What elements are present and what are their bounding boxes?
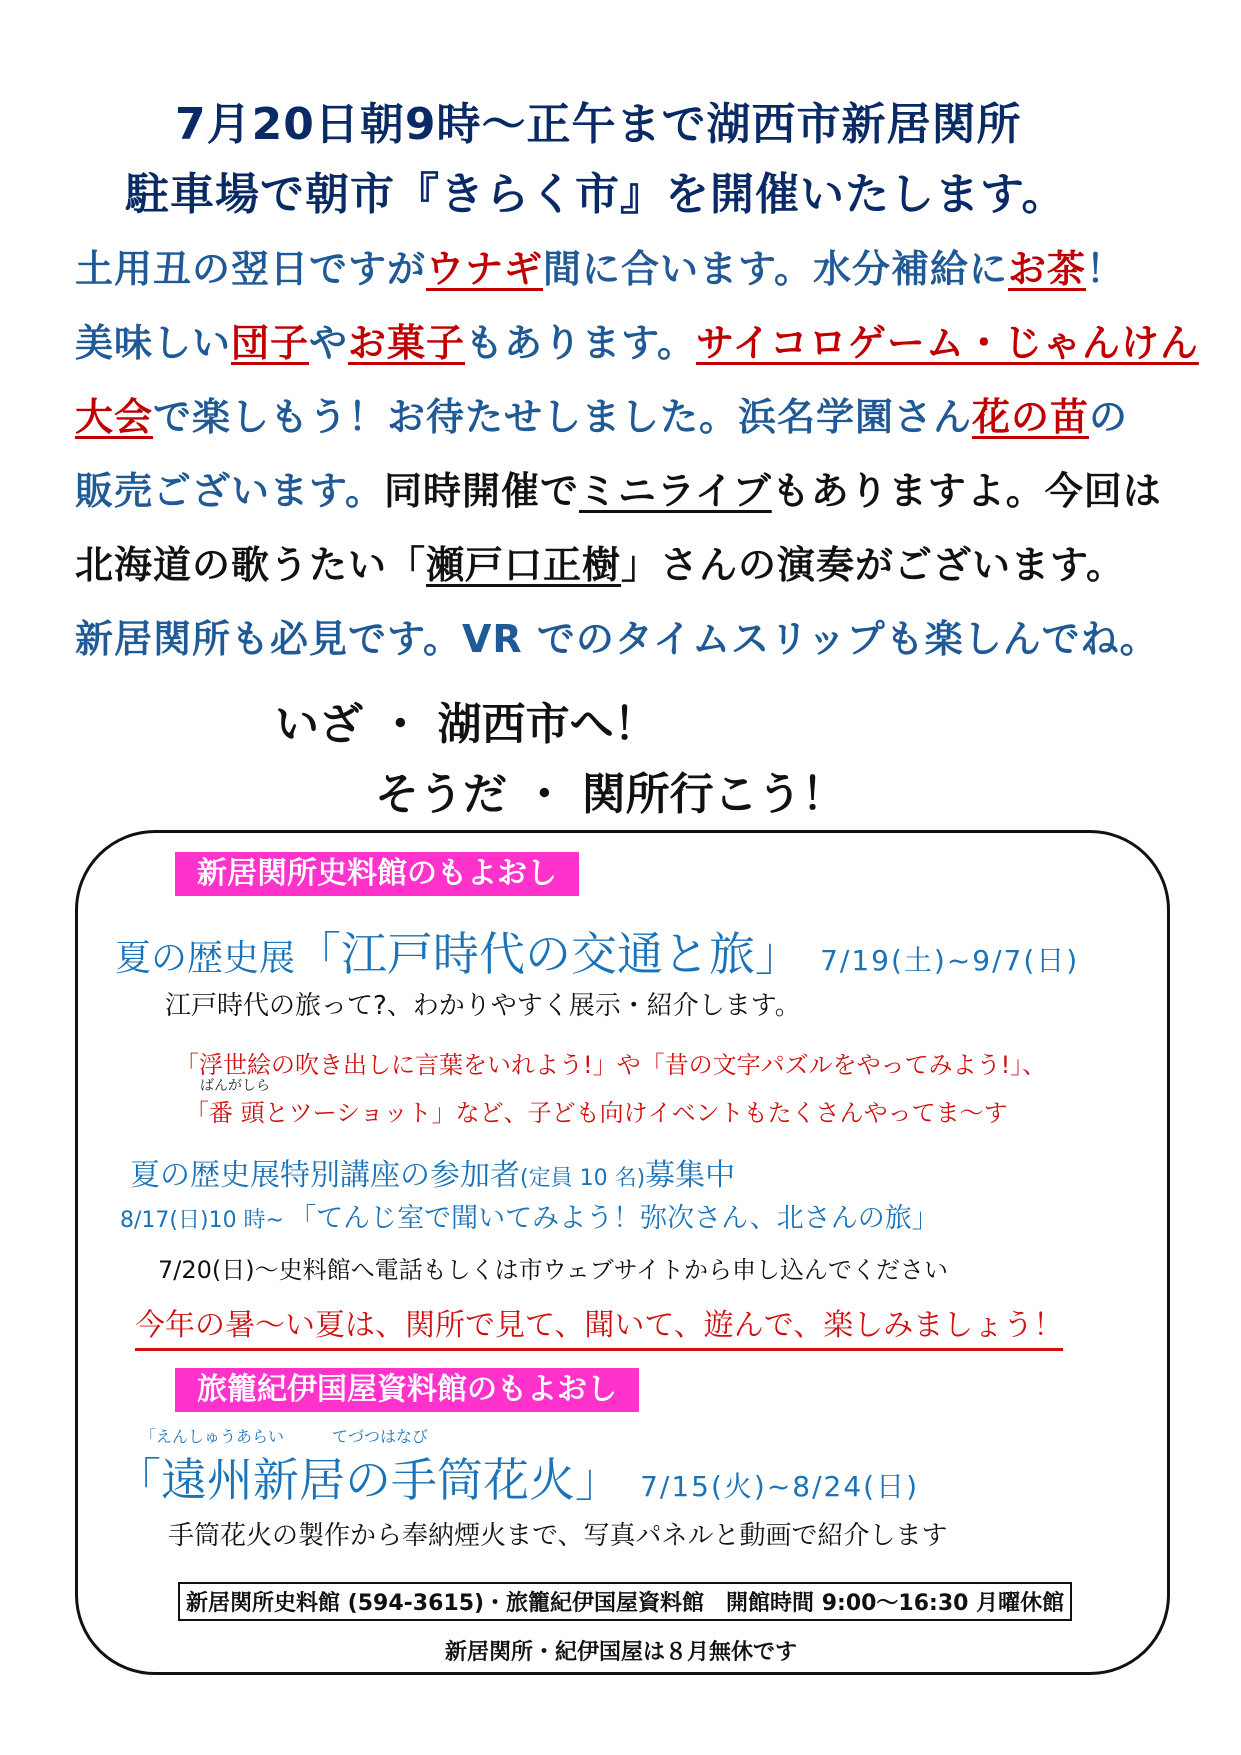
lecture-status: 募集中 [645,1158,736,1193]
slogan-line-1: いざ ・ 湖西市へ！ [275,699,658,750]
summer-message: 今年の暑～い夏は、関所で見て、聞いて、遊んで、楽しみましょう！ [135,1300,1063,1351]
lecture-time: 8/17(日)10 時~ [120,1208,284,1233]
section-tag-kinokuniya: 旅籠紀伊国屋資料館のもよおし [175,1368,639,1412]
para-text: で楽しもう！お待たせしました。浜名学園さん [153,395,973,439]
ruby-enshu: 「えんしゅうあらい てづつはなび [140,1427,429,1446]
headline-line-1: 7月20日朝9時～正午まで湖西市新居関所 [175,99,1022,150]
para-text: もありますよ。今回は [771,469,1162,513]
highlight-unagi: ウナギ [426,247,544,291]
fireworks-title-row [115,1444,919,1510]
lecture-detail [120,1196,939,1235]
para-text: もあります。 [465,321,697,365]
para-text: の [1089,395,1129,439]
highlight-ocha: お茶 [1008,247,1087,291]
highlight-minilive: ミニライブ [578,469,772,513]
para-line-6: 新居関所も必見です。VR でのタイムスリップも楽しんでね。 [75,617,1159,661]
para-text: ！ [1086,247,1126,291]
lecture-capacity: (定員 10 名) [520,1166,646,1191]
para-text: 美味しい [75,321,232,365]
fireworks-description: 手筒花火の製作から奉納煙火まで、写真パネルと動画で紹介します [168,1521,948,1551]
lecture-title: 「てんじ室で聞いてみよう！弥次さん、北さんの旅」 [289,1203,939,1234]
ruby-bangashira: ばんがしら [200,1078,270,1094]
para-line-4 [75,460,1162,515]
open-note: 新居関所・紀伊国屋は８月無休です [445,1640,798,1665]
fireworks-dates: 7/15(火)~8/24(日) [640,1470,920,1503]
highlight-okashi: お菓子 [348,321,466,365]
lecture-recruit [130,1150,735,1194]
highlight-games: サイコロゲーム・じゃんけん [696,321,1199,365]
highlight-hananonae: 花の苗 [972,395,1090,439]
event-list-line-1: 「浮世絵の吹き出しに言葉をいれよう!」や「昔の文字パズルをやってみよう!」、 [175,1051,1047,1079]
highlight-taikai: 大会 [75,395,154,439]
highlight-performer: 瀬戸口正樹 [426,543,622,587]
museum-info: 新居関所史料館 (594-3615)・旅籠紀伊国屋資料館 開館時間 9:00～16:30 月曜休館 [178,1582,1072,1621]
highlight-dango: 団子 [231,321,310,365]
fireworks-title: 「遠州新居の手筒花火」 [115,1453,621,1507]
para-text: 」さんの演奏がございます。 [621,543,1125,587]
exhibit-prefix: 夏の歴史展 [115,938,296,979]
lecture-label: 夏の歴史展特別講座の参加者 [130,1158,520,1193]
section-tag-shiryokan: 新居関所史料館のもよおし [175,852,579,896]
para-line-2 [75,312,1199,367]
para-text: 同時開催で [383,469,579,513]
para-text: 北海道の歌うたい「 [75,543,427,587]
para-line-1 [75,238,1125,293]
para-text: 間に合います。水分補給に [543,247,1008,291]
exhibit-description: 江戸時代の旅って?、わかりやすく展示・紹介します。 [165,991,801,1021]
exhibit-title: 「江戸時代の交通と旅」 [295,927,802,981]
para-text: 土用丑の翌日ですが [75,247,427,291]
para-text: や [309,321,349,365]
slogan-line-2: そうだ ・ 関所行こう！ [375,769,846,820]
exhibit-dates: 7/19(土)~9/7(日) [820,944,1080,977]
para-text: 販売ございます。 [75,469,384,513]
para-line-3 [75,386,1128,441]
apply-info: 7/20(日)～史料館へ電話もしくは市ウェブサイトから申し込んでください [158,1256,948,1284]
exhibit-title-row [115,918,1079,984]
event-list-line-2: 「番 頭とツーショット」など、子ども向けイベントもたくさんやってま～す [185,1099,1008,1127]
para-line-5 [75,534,1125,589]
headline-line-2: 駐車場で朝市『きらく市』を開催いたします。 [125,169,1067,220]
